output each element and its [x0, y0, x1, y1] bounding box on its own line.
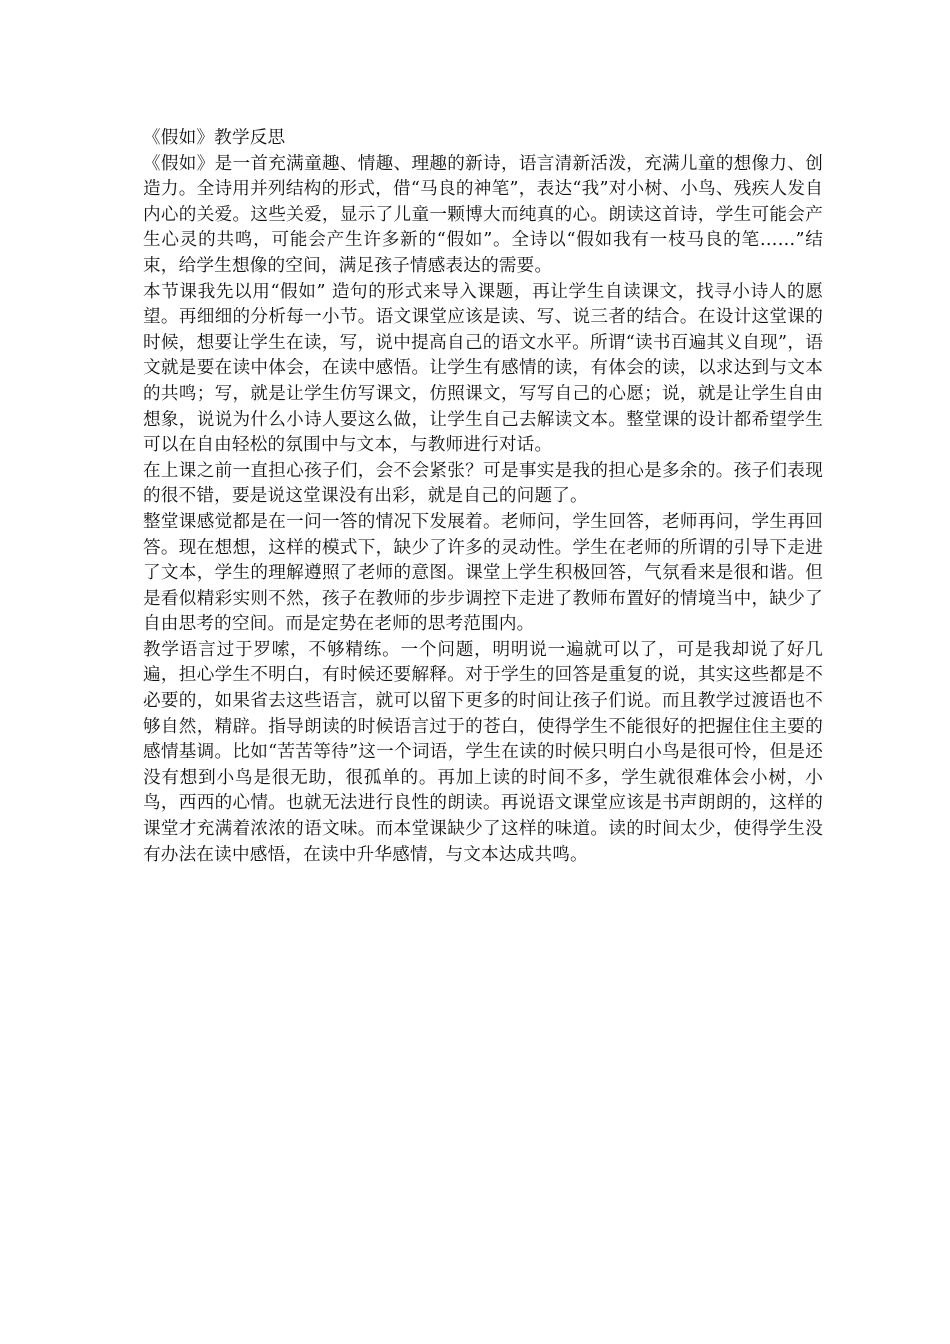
- paragraph-lesson-design: 本节课我先以用“假如” 造句的形式来导入课题，再让学生自读课文，找寻小诗人的愿望。再细细的分析每一小节。语文课堂应该是读、写、说三者的结合。在设计这堂课的时候，想要让学生在读，写，说中提高自己的语文水平。所谓“读书百遍其义自现”，语文就是要在读中体会，在读中感悟。让学生有感情的读，有体会的读，以求达到与文本的共鸣；写，就是让学生仿写课文，仿照课文，写写自己的心愿；说，就是让学生自由想象，说说为什么小诗人要这么做，让学生自己去解读文本。整堂课的设计都希望学生可以在自由轻松的氛围中与文本，与教师进行对话。: [143, 281, 823, 456]
- paragraph-intro: 《假如》是一首充满童趣、情趣、理趣的新诗，语言清新活泼，充满儿童的想像力、创造力。全诗用并列结构的形式，借“马良的神笔”，表达“我”对小树、小鸟、残疾人发自内心的关爱。这些关爱，显示了儿童一颗博大而纯真的心。朗读这首诗，学生可能会产生心灵的共鸣，可能会产生许多新的“假如”。全诗以“假如我有一枝马良的笔……”结束，给学生想像的空间，满足孩子情感表达的需要。: [143, 153, 824, 276]
- paragraph-teaching-language: 教学语言过于罗嗦，不够精练。一个问题，明明说一遍就可以了，可是我却说了好几遍，担心学生不明白，有时候还要解释。对于学生的回答是重复的说，其实这些都是不必要的，如果省去这些语言，就可以留下更多的时间让孩子们说。而且教学过渡语也不够自然，精辟。指导朗读的时候语言过于的苍白，使得学生不能很好的把握住住主要的感情基调。比如“苦苦等待”这一个词语，学生在读的时候只明白小鸟是很可怜，但是还没有想到小鸟是很无助，很孤单的。再加上读的时间不多，学生就很难体会小树，小鸟，西西的心情。也就无法进行良性的朗读。再说语文课堂应该是书声朗朗的，这样的课堂才充满着浓浓的语文味。而本堂课缺少了这样的味道。读的时间太少，使得学生没有办法在读中感悟，在读中升华感情，与文本达成共鸣。: [143, 639, 823, 865]
- paragraph-question-answer: 整堂课感觉都是在一问一答的情况下发展着。老师问，学生回答，老师再问，学生再回答。现在想想，这样的模式下，缺少了许多的灵动性。学生在老师的所谓的引导下走进了文本，学生的理解遵照了老师的意图。课堂上学生积极回答，气氛看来是很和谐。但是看似精彩实则不然，孩子在教师的步步调控下走进了教师布置好的情境当中，缺少了自由思考的空间。而是定势在老师的思考范围内。: [143, 511, 823, 635]
- document-title: 《假如》教学反思: [143, 128, 286, 148]
- document-body: [143, 126, 823, 868]
- paragraph-before-class: 在上课之前一直担心孩子们，会不会紧张？可是事实是我的担心是多余的。孩子们表现的很不错，要是说这堂课没有出彩，就是自己的问题了。: [143, 460, 823, 507]
